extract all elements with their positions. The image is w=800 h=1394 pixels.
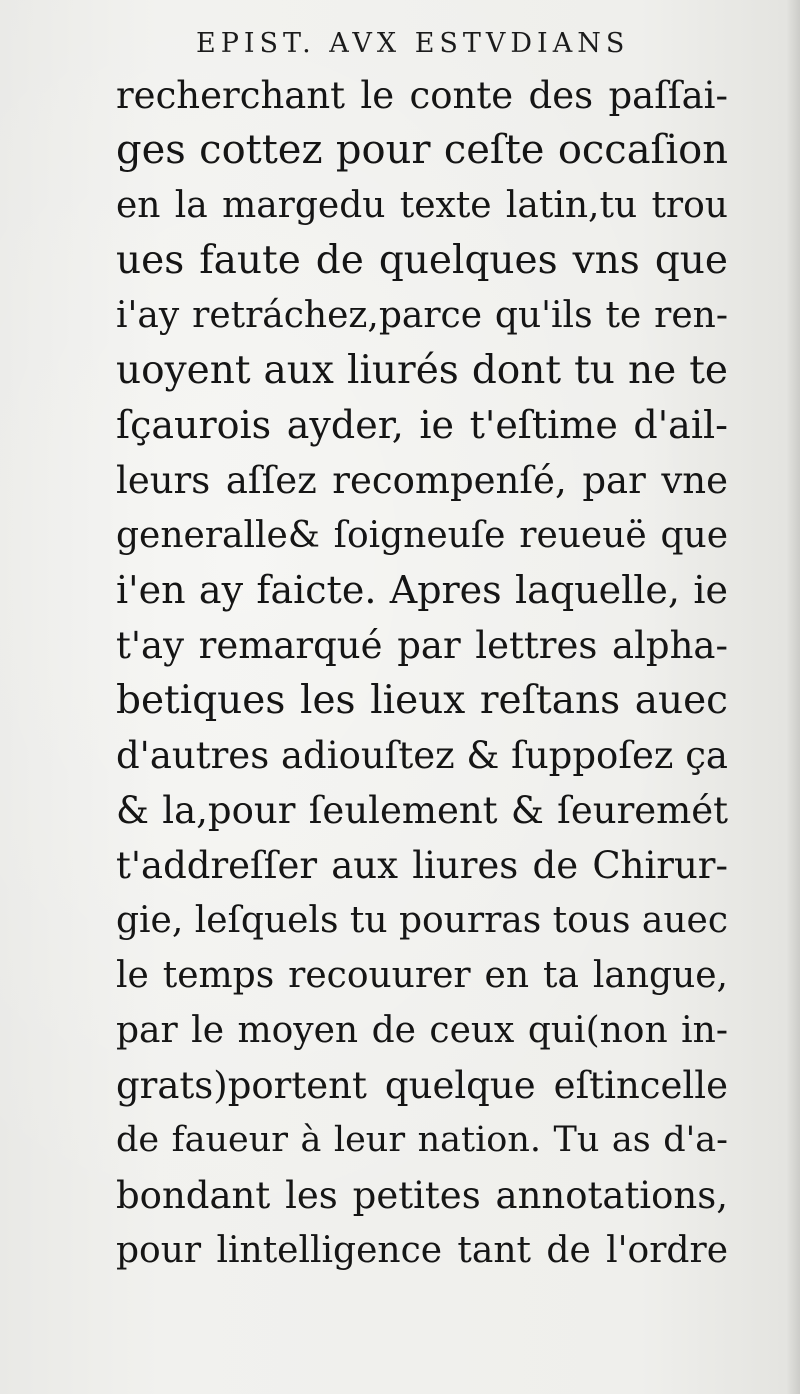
text-line: betiques les lieux reſtans auec <box>116 678 728 723</box>
body-text <box>116 68 728 1278</box>
text-line: en la margedu texte latin,tu trou <box>116 185 728 226</box>
text-line: de faueur à leur nation. Tu as d'a- <box>116 1120 728 1160</box>
text-line: pour lintelligence tant de l'ordre <box>116 1230 728 1271</box>
running-head: EPIST. AVX ESTVDIANS <box>196 28 630 59</box>
text-line: ues faute de quelques vns que <box>116 238 728 283</box>
text-line: & la,pour ſeulement & ſeuremét <box>116 789 728 832</box>
text-line: le temps recouurer en ta langue, <box>116 955 728 996</box>
text-line: t'addreſſer aux liures de Chirur- <box>116 844 728 887</box>
text-line: uoyent aux liurés dont tu ne te <box>116 348 728 393</box>
text-line: leurs aſſez recompenſé, par vne <box>116 459 728 502</box>
text-line: generalle& ſoigneuſe reueuë que <box>116 515 728 556</box>
text-line: ſçaurois ayder, ie t'eſtime d'ail- <box>116 403 728 447</box>
text-line: ges cottez pour ceſte occaſion <box>116 127 728 173</box>
text-line: t'ay remarqué par lettres alpha- <box>116 624 728 667</box>
text-line: recherchant le conte des paſſai- <box>116 74 728 117</box>
text-line: bondant les petites annotations, <box>116 1174 728 1217</box>
text-line: i'en ay faicte. Apres laquelle, ie <box>116 568 728 612</box>
text-line: i'ay retráchez,parce qu'ils te ren- <box>116 295 728 336</box>
page-edge-shadow <box>786 0 800 1394</box>
text-line: d'autres adiouſtez & ſuppoſez ça <box>116 734 728 777</box>
text-line: par le moyen de ceux qui(non in- <box>116 1010 728 1051</box>
text-line: grats)portent quelque eſtincelle <box>116 1064 728 1107</box>
text-line: gie, leſquels tu pourras tous auec <box>116 900 729 941</box>
